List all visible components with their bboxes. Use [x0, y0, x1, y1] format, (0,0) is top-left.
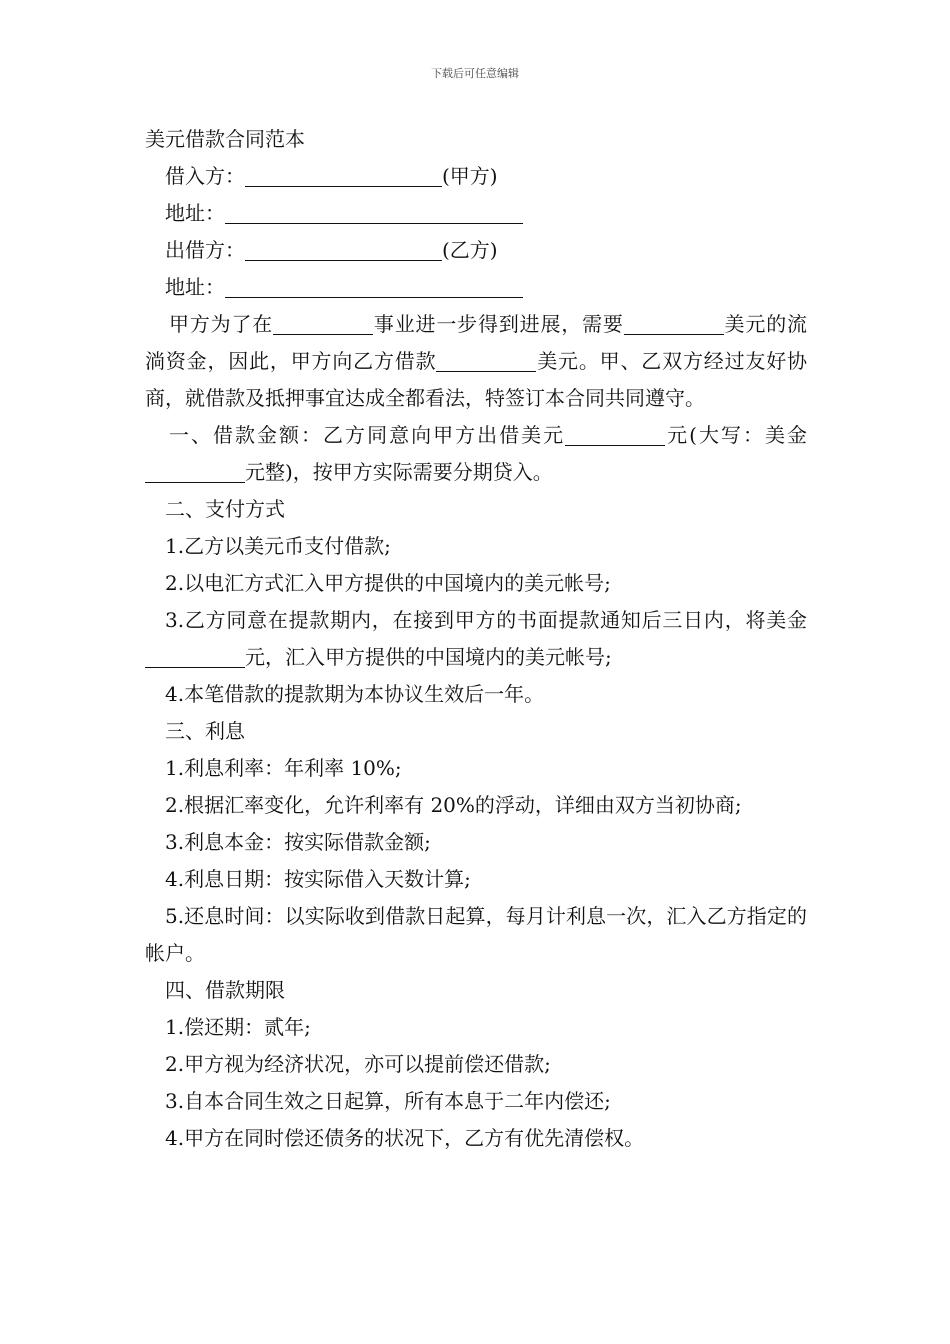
lender-address-label: 地址： [165, 275, 225, 299]
section4-item4: 4.甲方在同时偿还债务的状况下，乙方有优先清偿权。 [165, 1126, 645, 1150]
section4-item1: 1.偿还期：贰年; [165, 1015, 311, 1039]
needed-amount-blank [624, 313, 724, 335]
contract-body [145, 121, 807, 1157]
section2-item3-text-2: 元，汇入甲方提供的中国境内的美元帐号; [245, 645, 612, 669]
section3-item1: 1.利息利率：年利率 10%; [165, 756, 402, 780]
section4-item3: 3.自本合同生效之日起算，所有本息于二年内偿还; [165, 1089, 611, 1113]
section2-item4: 4.本笔借款的提款期为本协议生效后一年。 [165, 682, 545, 706]
section2-item3 [145, 602, 807, 676]
section1-paragraph [145, 417, 807, 491]
intro-text-1: 甲方为了在 [169, 312, 274, 336]
borrower-suffix: (甲方) [442, 164, 498, 188]
section3-item2: 2.根据汇率变化，允许利率有 20%的浮动，详细由双方当初协商; [165, 793, 742, 817]
section1-text-3: 元整)，按甲方实际需要分期贷入。 [245, 460, 553, 484]
section3-item5: 5.还息时间：以实际收到借款日起算，每月计利息一次，汇入乙方指定的帐户。 [145, 904, 807, 965]
amount-in-words-blank [145, 461, 245, 483]
borrower-line [145, 158, 807, 195]
section2-item1: 1.乙方以美元币支付借款; [165, 534, 391, 558]
intro-paragraph [145, 306, 807, 417]
document-title: 美元借款合同范本 [145, 127, 305, 151]
borrower-label: 借入方： [165, 164, 245, 188]
transfer-amount-blank [145, 646, 245, 668]
section1-text-1: 一、借款金额：乙方同意向甲方出借美元 [169, 423, 566, 447]
section4-heading: 四、借款期限 [165, 978, 285, 1002]
section3-heading: 三、利息 [165, 719, 245, 743]
business-blank [273, 313, 373, 335]
section2-item3-text-1: 3.乙方同意在提款期内，在接到甲方的书面提款通知后三日内，将美金 [165, 608, 807, 632]
section3-item4: 4.利息日期：按实际借入天数计算; [165, 867, 471, 891]
page-header-note: 下载后可任意编辑 [431, 67, 519, 80]
borrower-address-label: 地址： [165, 201, 225, 225]
borrower-name-blank [245, 165, 442, 187]
lender-label: 出借方： [165, 238, 245, 262]
lender-name-blank [245, 239, 442, 261]
loan-amount-blank [436, 350, 536, 372]
borrower-address-line [145, 195, 807, 232]
lender-line [145, 232, 807, 269]
section3-item3: 3.利息本金：按实际借款金额; [165, 830, 431, 854]
lend-amount-blank [565, 424, 665, 446]
section1-text-2: 元(大写：美金 [665, 423, 807, 447]
lender-suffix: (乙方) [442, 238, 498, 262]
section2-item2: 2.以电汇方式汇入甲方提供的中国境内的美元帐号; [165, 571, 611, 595]
intro-text-2: 事业进一步得到进展，需要 [373, 312, 624, 336]
section4-item2: 2.甲方视为经济状况，亦可以提前偿还借款; [165, 1052, 551, 1076]
borrower-address-blank [225, 202, 523, 224]
lender-address-blank [225, 276, 523, 298]
section2-heading: 二、支付方式 [165, 497, 285, 521]
intro-text-4: 美元。甲、乙双方经过友好协商，就借款及抵押事宜达成全都看法，特签订本合同共同遵守。 [145, 349, 808, 410]
intro-text-3: 美元的流淌资金，因此，甲方向乙方借款 [145, 312, 808, 373]
lender-address-line [145, 269, 807, 306]
